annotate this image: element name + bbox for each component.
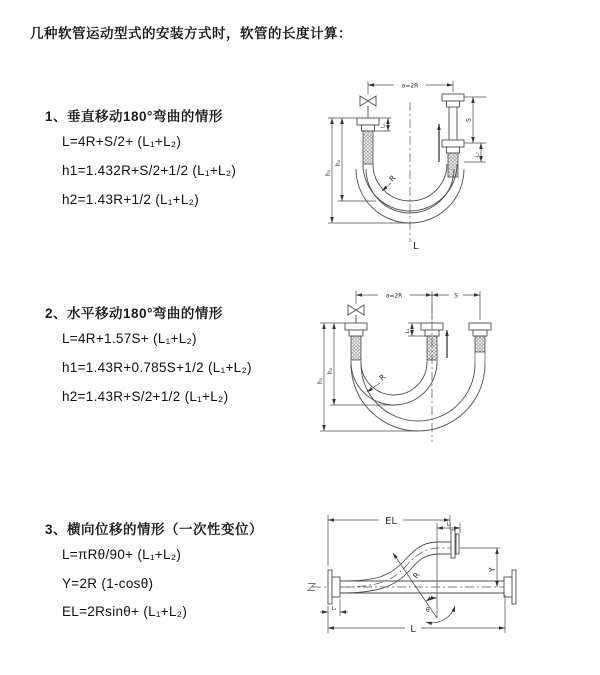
angle-label: θ [426,607,430,614]
formula-l-2: L=4R+1.57S+ (L₁+L₂) [62,331,197,346]
braided-hose-section [475,336,485,352]
radius-label: R [387,173,398,184]
diagram-horizontal-180-bend [310,280,590,460]
dim-label-l-total: L [413,241,419,252]
formula-l-1: L=4R+S/2+ (L₁+L₂) [62,134,182,149]
formula-h1-2: h1=1.43R+0.785S+1/2 (L₁+L₂) [62,360,252,375]
section-1-heading: 1、垂直移动180°弯曲的情形 [45,109,223,124]
section-3-heading: 3、横向位移的情形（一次性变位） [45,522,264,537]
diagram-lateral-displacement [300,500,600,670]
dim-label-h2: h₂ [335,159,342,166]
radius-label: R [411,570,422,581]
dim-label-a2r: a=2R [401,82,419,90]
dim-label-h2: h₂ [327,367,334,374]
dim-label-l1: L₁ [380,123,387,128]
dim-label-l1: L₁ [446,521,452,528]
valve-icon [348,305,364,315]
dim-label-l-total: L [410,624,416,635]
braided-hose-section [363,131,373,164]
dim-label-el: EL [385,516,397,527]
formula-l-3: L=πRθ/90+ (L₁+L₂) [62,547,182,562]
formula-y-3: Y=2R (1-cosθ) [62,576,154,591]
formula-h2-1: h2=1.43R+1/2 (L₁+L₂) [62,192,200,207]
dim-label-s: S [454,292,458,300]
dim-label-y: Y [488,567,497,572]
braided-hose-section [351,336,361,360]
page-title: 几种软管运动型式的安装方式时，软管的长度计算： [30,26,352,41]
dim-label-l2: L₂ [474,152,481,157]
dim-label-h1: h₁ [325,169,332,176]
formula-h1-1: h1=1.432R+S/2+1/2 (L₁+L₂) [62,163,237,178]
dim-label-h1: h₁ [317,377,324,384]
valve-icon [360,96,376,106]
dim-label-l2: L₂ [331,606,337,612]
radius-label: R [377,372,388,383]
dim-label-a2r: a=2R [385,292,403,300]
dim-label-s: S [465,118,473,122]
diagram-vertical-180-bend [310,70,590,260]
section-2-heading: 2、水平移动180°弯曲的情形 [45,306,223,321]
dim-label-l1: L₁ [405,328,411,334]
formula-h2-2: h2=1.43R+S/2+1/2 (L₁+L₂) [62,389,229,404]
formula-el-3: EL=2Rsinθ+ (L₁+L₂) [62,604,188,619]
